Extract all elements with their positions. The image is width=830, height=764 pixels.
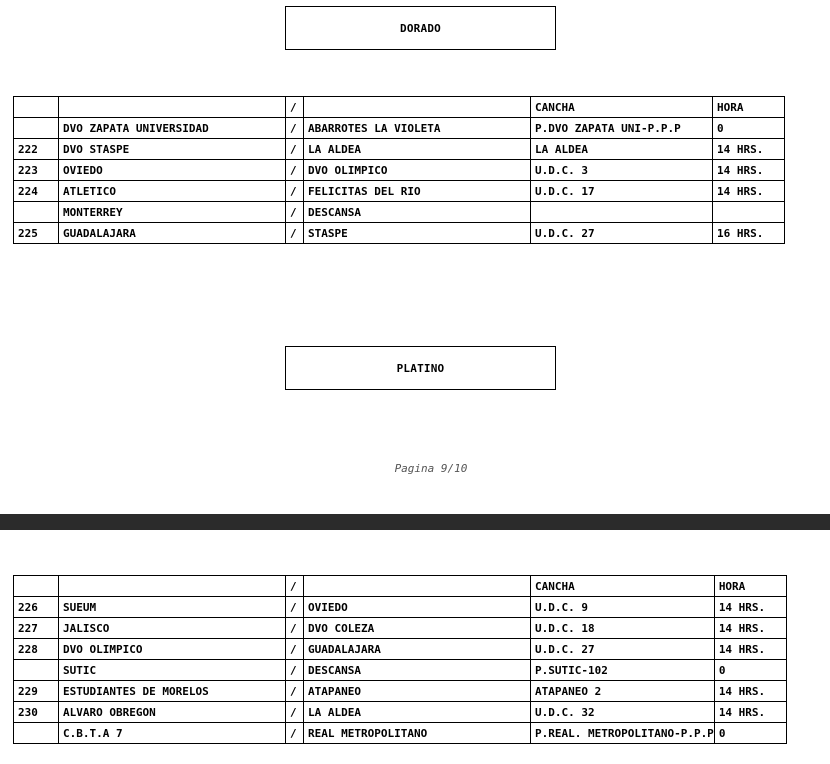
hora-cell: 14 HRS. <box>714 597 786 618</box>
section-title-platino: PLATINO <box>285 346 556 390</box>
team-home-cell: SUTIC <box>59 660 286 681</box>
table-row <box>14 223 785 244</box>
team-home-cell: JALISCO <box>59 618 286 639</box>
header-team-home-cell <box>59 97 286 118</box>
header-hora-cell: HORA <box>713 97 785 118</box>
table-row <box>14 702 787 723</box>
cancha-cell: U.D.C. 17 <box>531 181 713 202</box>
table-row <box>14 597 787 618</box>
hora-cell: 14 HRS. <box>714 618 786 639</box>
fixtures-table-platino <box>13 575 787 744</box>
fixtures-table-dorado <box>13 96 785 244</box>
table-row <box>14 660 787 681</box>
team-home-cell: ATLETICO <box>59 181 286 202</box>
match-number-cell: 224 <box>14 181 59 202</box>
cancha-cell: P.DVO ZAPATA UNI-P.P.P <box>531 118 713 139</box>
header-vs-separator-cell: / <box>286 97 304 118</box>
page-10 <box>0 530 830 764</box>
match-number-cell <box>14 118 59 139</box>
hora-cell <box>713 202 785 223</box>
team-away-cell: LA ALDEA <box>304 702 531 723</box>
vs-separator-cell: / <box>286 160 304 181</box>
vs-separator-cell: / <box>286 139 304 160</box>
team-home-cell: MONTERREY <box>59 202 286 223</box>
cancha-cell: ATAPANEO 2 <box>531 681 715 702</box>
team-away-cell: ATAPANEO <box>304 681 531 702</box>
section-title-dorado: DORADO <box>285 6 556 50</box>
team-home-cell: C.B.T.A 7 <box>59 723 286 744</box>
team-away-cell: DVO OLIMPICO <box>304 160 531 181</box>
hora-cell: 14 HRS. <box>714 702 786 723</box>
team-away-cell: LA ALDEA <box>304 139 531 160</box>
cancha-cell: P.REAL. METROPOLITANO-P.P.P <box>531 723 715 744</box>
match-number-cell: 227 <box>14 618 59 639</box>
table-row <box>14 723 787 744</box>
team-home-cell: SUEUM <box>59 597 286 618</box>
team-away-cell: REAL METROPOLITANO <box>304 723 531 744</box>
team-away-cell: GUADALAJARA <box>304 639 531 660</box>
table-row <box>14 118 785 139</box>
vs-separator-cell: / <box>286 202 304 223</box>
table-header-row <box>14 97 785 118</box>
cancha-cell: U.D.C. 18 <box>531 618 715 639</box>
header-team-away-cell <box>304 576 531 597</box>
hora-cell: 0 <box>713 118 785 139</box>
hora-cell: 14 HRS. <box>713 160 785 181</box>
header-match-number-cell <box>14 97 59 118</box>
header-match-number-cell <box>14 576 59 597</box>
hora-cell: 14 HRS. <box>714 639 786 660</box>
vs-separator-cell: / <box>286 597 304 618</box>
table-header-row <box>14 576 787 597</box>
table-row <box>14 639 787 660</box>
vs-separator-cell: / <box>286 639 304 660</box>
table-row <box>14 139 785 160</box>
header-team-home-cell <box>59 576 286 597</box>
vs-separator-cell: / <box>286 118 304 139</box>
match-number-cell: 222 <box>14 139 59 160</box>
hora-cell: 0 <box>714 723 786 744</box>
vs-separator-cell: / <box>286 181 304 202</box>
match-number-cell <box>14 202 59 223</box>
team-away-cell: FELICITAS DEL RIO <box>304 181 531 202</box>
cancha-cell <box>531 202 713 223</box>
team-home-cell: DVO STASPE <box>59 139 286 160</box>
match-number-cell: 230 <box>14 702 59 723</box>
header-hora-cell: HORA <box>714 576 786 597</box>
hora-cell: 14 HRS. <box>714 681 786 702</box>
team-home-cell: ALVARO OBREGON <box>59 702 286 723</box>
match-number-cell: 229 <box>14 681 59 702</box>
cancha-cell: U.D.C. 27 <box>531 639 715 660</box>
match-number-cell: 226 <box>14 597 59 618</box>
team-home-cell: OVIEDO <box>59 160 286 181</box>
vs-separator-cell: / <box>286 723 304 744</box>
header-vs-separator-cell: / <box>286 576 304 597</box>
team-away-cell: DESCANSA <box>304 202 531 223</box>
cancha-cell: U.D.C. 3 <box>531 160 713 181</box>
vs-separator-cell: / <box>286 702 304 723</box>
team-home-cell: DVO ZAPATA UNIVERSIDAD <box>59 118 286 139</box>
header-team-away-cell <box>304 97 531 118</box>
cancha-cell: LA ALDEA <box>531 139 713 160</box>
hora-cell: 14 HRS. <box>713 181 785 202</box>
cancha-cell: U.D.C. 27 <box>531 223 713 244</box>
cancha-cell: P.SUTIC-102 <box>531 660 715 681</box>
vs-separator-cell: / <box>286 618 304 639</box>
header-cancha-cell: CANCHA <box>531 97 713 118</box>
team-home-cell: ESTUDIANTES DE MORELOS <box>59 681 286 702</box>
table-row <box>14 618 787 639</box>
match-number-cell <box>14 723 59 744</box>
vs-separator-cell: / <box>286 660 304 681</box>
table-row <box>14 681 787 702</box>
match-number-cell: 225 <box>14 223 59 244</box>
cancha-cell: U.D.C. 32 <box>531 702 715 723</box>
page-number-label: Pagina 9/10 <box>394 462 468 475</box>
team-away-cell: DESCANSA <box>304 660 531 681</box>
page-separator <box>0 514 830 530</box>
hora-cell: 14 HRS. <box>713 139 785 160</box>
match-number-cell: 228 <box>14 639 59 660</box>
vs-separator-cell: / <box>286 223 304 244</box>
team-away-cell: ABARROTES LA VIOLETA <box>304 118 531 139</box>
team-away-cell: DVO COLEZA <box>304 618 531 639</box>
team-away-cell: OVIEDO <box>304 597 531 618</box>
table-row <box>14 202 785 223</box>
match-number-cell: 223 <box>14 160 59 181</box>
table-row <box>14 160 785 181</box>
team-home-cell: GUADALAJARA <box>59 223 286 244</box>
header-cancha-cell: CANCHA <box>531 576 715 597</box>
hora-cell: 16 HRS. <box>713 223 785 244</box>
cancha-cell: U.D.C. 9 <box>531 597 715 618</box>
table-row <box>14 181 785 202</box>
vs-separator-cell: / <box>286 681 304 702</box>
team-home-cell: DVO OLIMPICO <box>59 639 286 660</box>
team-away-cell: STASPE <box>304 223 531 244</box>
hora-cell: 0 <box>714 660 786 681</box>
match-number-cell <box>14 660 59 681</box>
